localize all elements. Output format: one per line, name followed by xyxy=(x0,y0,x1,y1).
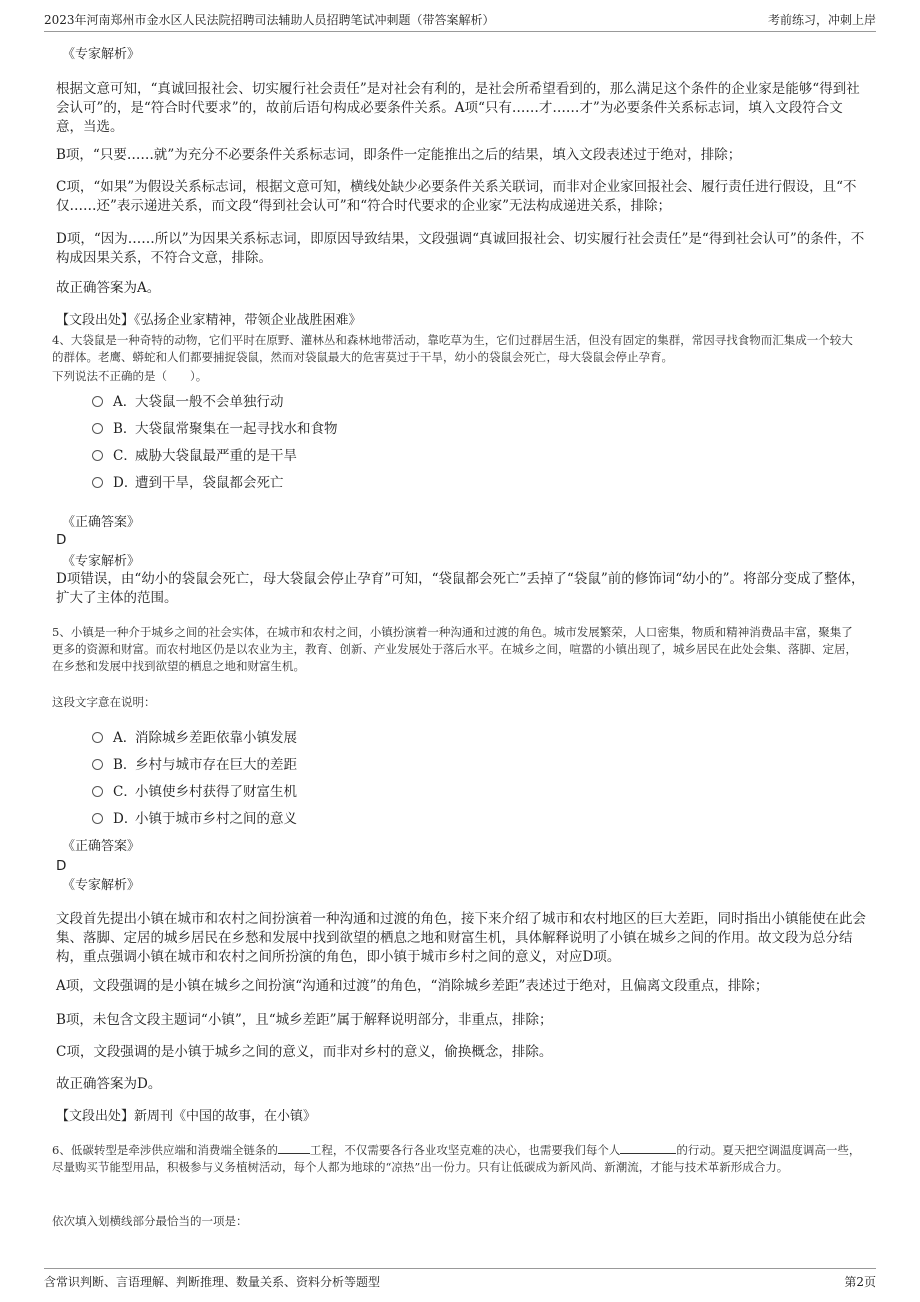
page-number: 第2页 xyxy=(844,1275,876,1289)
radio-icon[interactable] xyxy=(92,759,103,770)
q3-analysis-label: 《专家解析》 xyxy=(62,47,141,62)
q5-analysis-p4: C项，文段强调的是小镇于城乡之间的意义，而非对乡村的意义，偷换概念，排除。 xyxy=(56,1044,553,1060)
q3-analysis-p3: C项，“如果”为假设关系标志词，根据文意可知，横线处缺少必要条件关系关联词，而非对企业家回报社会、履行责任进行假设，且“不仅……还”表示递进关系，而文段“得到社会认可”和“符合时代要求的企业家”无法构成递进关系，排除； xyxy=(56,179,857,214)
q4-stem: 4、大袋鼠是一种奇特的动物，它们平时在原野、灌林丛和森林地带活动，靠吃草为生，它们过群居生活，但没有固定的集群，常因寻找食物而汇集成一个较大的群体。老鹰、蟒蛇和人们都要捕捉袋鼠，然而对袋鼠最大的危害莫过于干旱，幼小的袋鼠会死亡，母大袋鼠会停止孕育。 xyxy=(52,333,853,364)
q3-conclusion: 故正确答案为A。 xyxy=(56,280,161,296)
q5-conclusion: 故正确答案为D。 xyxy=(56,1076,162,1092)
q4-analysis: D项错误，由“幼小的袋鼠会死亡，母大袋鼠会停止孕育”可知，“袋鼠都会死亡”丢掉了“袋鼠”前的修饰词“幼小的”。将部分变成了整体，扩大了主体的范围。 xyxy=(56,571,865,606)
q5-question: 这段文字意在说明： xyxy=(52,695,156,709)
q6-blank-1[interactable] xyxy=(278,1140,310,1154)
radio-icon[interactable] xyxy=(92,423,103,434)
q5-option-d[interactable]: D．小镇于城市乡村之间的意义 xyxy=(92,808,297,830)
q4-option-b[interactable]: B．大袋鼠常聚集在一起寻找水和食物 xyxy=(92,418,338,440)
q4-option-d[interactable]: D．遭到干旱，袋鼠都会死亡 xyxy=(92,472,284,494)
q5-analysis-p2: A项，文段强调的是小镇在城乡之间扮演“沟通和过渡”的角色，“消除城乡差距”表述过于绝对，且偏离文段重点，排除； xyxy=(56,978,769,994)
q4-option-a[interactable]: A．大袋鼠一般不会单独行动 xyxy=(92,391,284,413)
radio-icon[interactable] xyxy=(92,813,103,824)
q3-analysis-p2: B项，“只要……就”为充分不必要条件关系标志词，即条件一定能推出之后的结果，填入文段表述过于绝对，排除； xyxy=(56,147,742,163)
q4-option-c[interactable]: C．威胁大袋鼠最严重的是干旱 xyxy=(92,445,297,467)
q5-analysis-p3: B项，未包含文段主题词“小镇”，且“城乡差距”属于解释说明部分，非重点，排除； xyxy=(56,1012,553,1028)
radio-icon[interactable] xyxy=(92,786,103,797)
q3-source: 【文段出处】《弘扬企业家精神，带领企业战胜困难》 xyxy=(56,313,362,328)
radio-icon[interactable] xyxy=(92,396,103,407)
q5-answer-label: 《正确答案》 xyxy=(62,839,141,854)
q5-stem: 5、小镇是一种介于城乡之间的社会实体，在城市和农村之间，小镇扮演着一种沟通和过渡的角色。城市发展繁荣，人口密集，物质和精神消费品丰富，聚集了更多的资源和财富。而农村地区仍是以农业为主，教育、创新、产业发展处于落后水平。在城乡之间，喧嚣的小镇出现了，城乡居民在此处会集、落脚、定居，在乡愁和发展中找到欲望的栖息之地和财富生机。 xyxy=(52,625,857,673)
radio-icon[interactable] xyxy=(92,450,103,461)
q5-option-b[interactable]: B．乡村与城市存在巨大的差距 xyxy=(92,754,297,776)
q4-question: 下列说法不正确的是（ ）。 xyxy=(52,369,208,383)
radio-icon[interactable] xyxy=(92,732,103,743)
q5-option-a[interactable]: A．消除城乡差距依靠小镇发展 xyxy=(92,727,297,749)
q5-source: 【文段出处】新周刊《中国的故事，在小镇》 xyxy=(56,1109,317,1124)
q3-analysis-p4: D项，“因为……所以”为因果关系标志词，即原因导致结果，文段强调“真诚回报社会、切实履行社会责任”是“得到社会认可”的条件，不构成因果关系，不符合文意，排除。 xyxy=(56,231,865,266)
q4-analysis-label: 《专家解析》 xyxy=(62,554,141,569)
q5-analysis-label: 《专家解析》 xyxy=(62,878,141,893)
footer-description: 含常识判断、言语理解、判断推理、数量关系、资料分析等题型 xyxy=(44,1275,381,1289)
q3-analysis-p1: 根据文意可知，“真诚回报社会、切实履行社会责任”是对社会有利的，是社会所希望看到的，那么满足这个条件的企业家是能够“得到社会认可”的，是“符合时代要求”的，故前后语句构成必要条件关系。A项“只有……才……才”为必要条件关系标志词，填入文段符合文意，当选。 xyxy=(56,81,860,135)
q6-stem: 6、低碳转型是牵涉供应端和消费端全链条的 工程，不仅需要各行各业攻坚克难的决心，也需要我们每个人 的行动。夏天把空调温度调高一些，尽量购买节能型用品，积极参与义务植树活动，每个人都为地球的“凉热”出一份力。只有让低碳成为新风尚、新潮流，才能与技术革新形成合力。 xyxy=(52,1140,864,1176)
q5-option-c[interactable]: C．小镇使乡村获得了财富生机 xyxy=(92,781,297,803)
header-slogan: 考前练习，冲刺上岸 xyxy=(767,13,876,27)
q6-blank-2[interactable] xyxy=(620,1140,676,1154)
q4-answer: D xyxy=(56,532,67,548)
q6-question: 依次填入划横线部分最恰当的一项是： xyxy=(52,1214,248,1228)
q5-answer: D xyxy=(56,858,67,874)
page-header xyxy=(44,9,876,32)
page-footer xyxy=(44,1268,876,1291)
q5-analysis-p1: 文段首先提出小镇在城市和农村之间扮演着一种沟通和过渡的角色，接下来介绍了城市和农村地区的巨大差距，同时指出小镇能使在此会集、落脚、定居的城乡居民在乡愁和发展中找到欲望的栖息之地和财富生机，具体解释说明了小镇在城乡之间的作用。故文段为总分结构，重点强调小镇在城市和农村之间所扮演的角色，即小镇于城市乡村之间的意义，对应D项。 xyxy=(56,911,866,965)
radio-icon[interactable] xyxy=(92,477,103,488)
header-title: 2023年河南郑州市金水区人民法院招聘司法辅助人员招聘笔试冲刺题（带答案解析） xyxy=(44,13,495,27)
q4-answer-label: 《正确答案》 xyxy=(62,515,141,530)
